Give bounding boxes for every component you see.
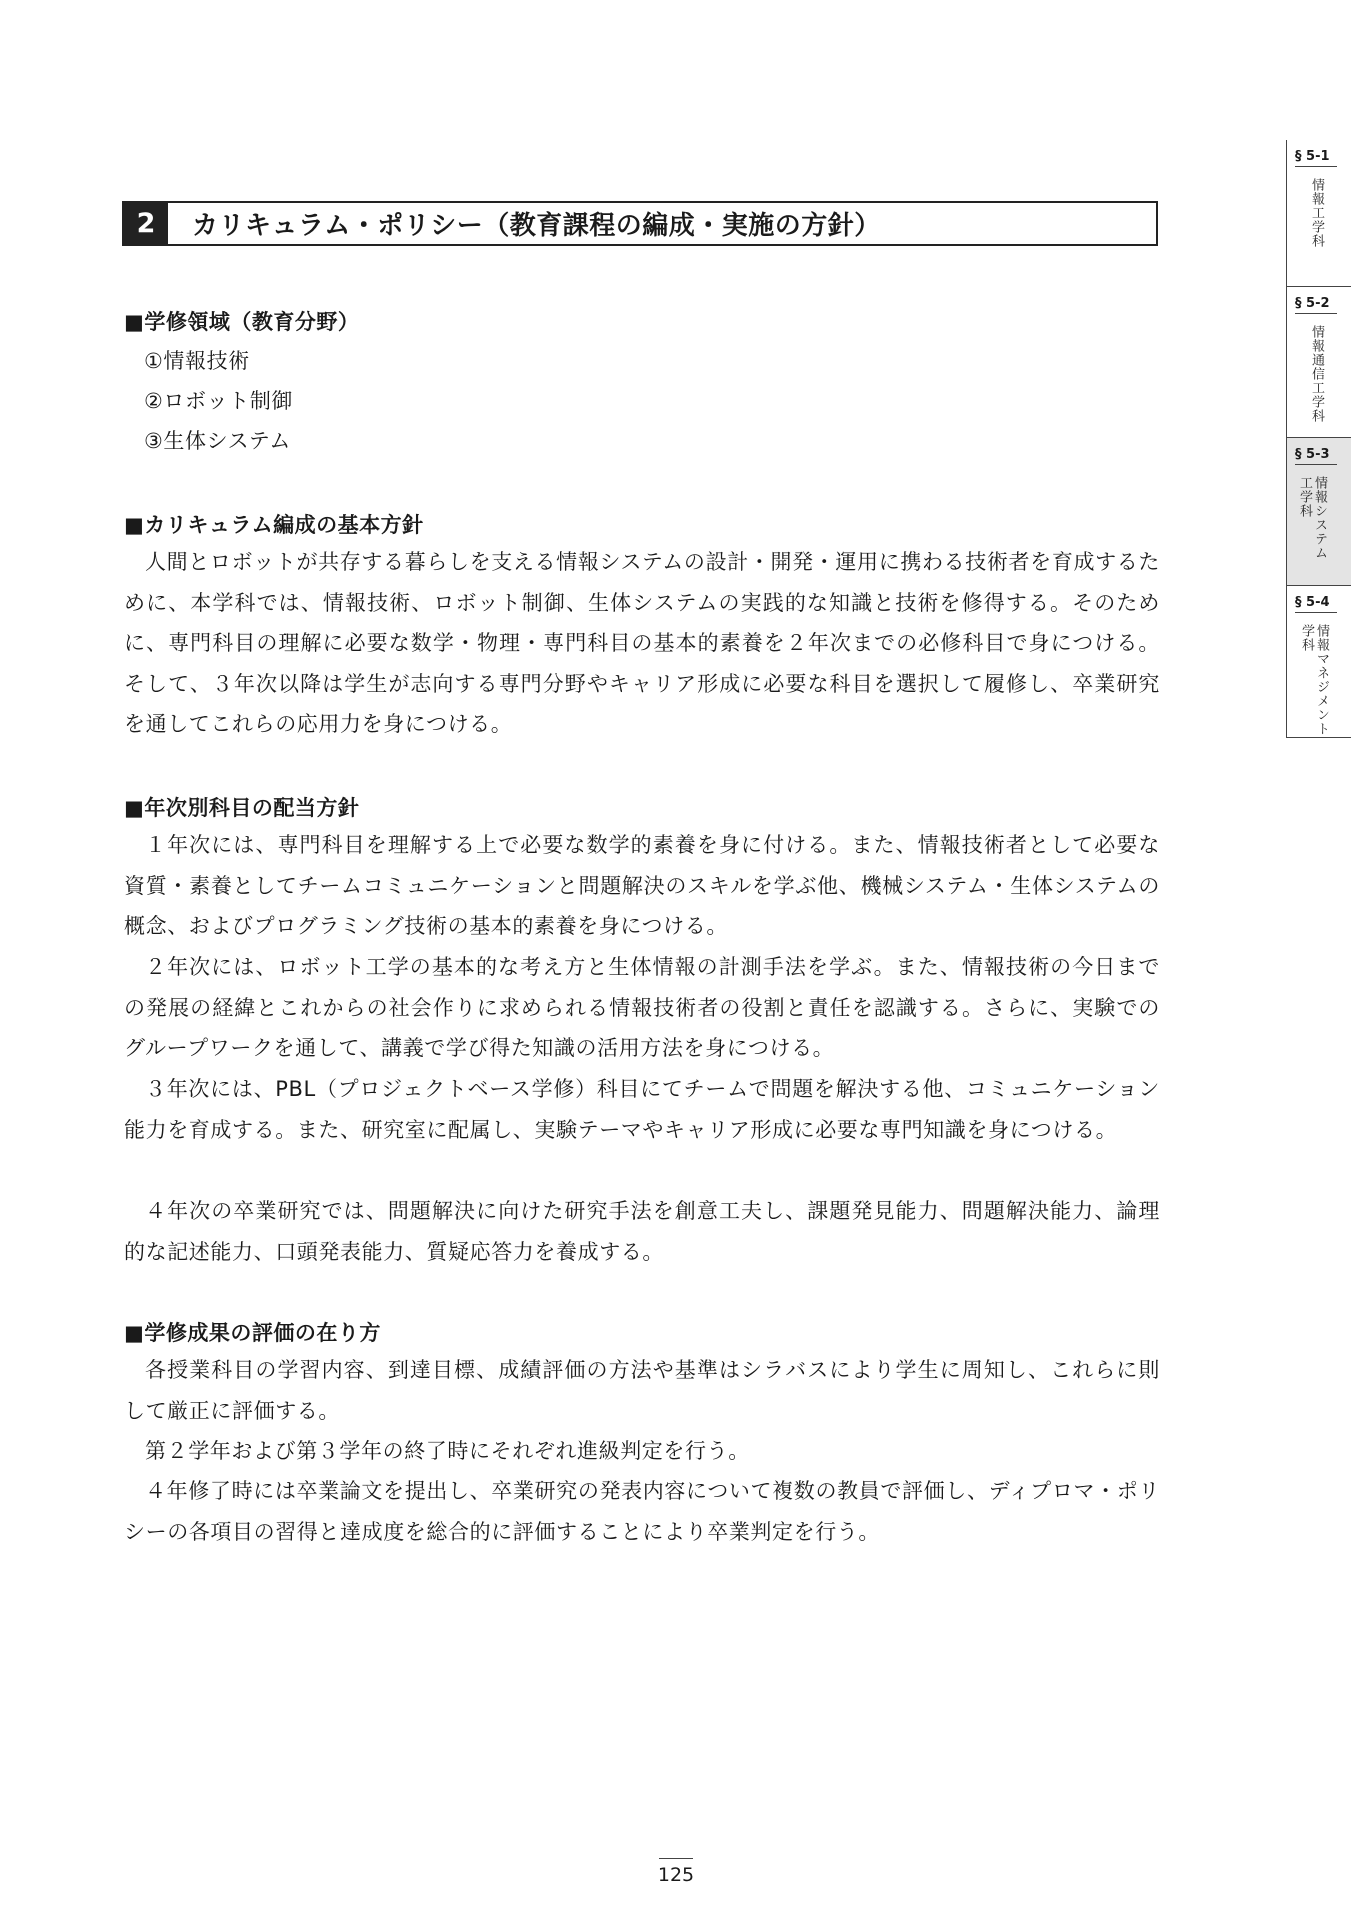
heading-title: カリキュラム・ポリシー（教育課程の編成・実施の方針） bbox=[192, 211, 881, 241]
heading-number: 2 bbox=[124, 203, 168, 244]
page-number: 125 bbox=[657, 1864, 695, 1886]
section-title-evaluation: ■学修成果の評価の在り方 bbox=[124, 1321, 381, 1345]
section-heading bbox=[122, 201, 1158, 246]
paragraph: １年次には、専門科目を理解する上で必要な数学的素養を身に付ける。また、情報技術者として必要な資質・素養としてチームコミュニケーションと問題解決のスキルを学ぶ他、機械システム・生体システムの概念、およびプログラミング技術の基本的素養を身につける。 bbox=[124, 833, 1160, 938]
side-tab-5-3[interactable] bbox=[1286, 438, 1351, 586]
list-item: ②ロボット制御 bbox=[144, 389, 294, 413]
section-title-learning-areas: ■学修領域（教育分野） bbox=[124, 310, 360, 334]
paragraph: 第２学年および第３学年の終了時にそれぞれ進級判定を行う。 bbox=[145, 1439, 750, 1463]
list-item: ①情報技術 bbox=[144, 349, 250, 373]
page-number-rule bbox=[659, 1858, 693, 1859]
side-tab-5-2[interactable] bbox=[1286, 287, 1351, 438]
side-tab-5-1[interactable] bbox=[1286, 140, 1351, 287]
side-tab-label: 情報工学科 bbox=[1309, 178, 1324, 248]
side-tab-number: § 5-3 bbox=[1295, 447, 1337, 465]
side-tab-label: 情報システム工学科 bbox=[1297, 476, 1327, 560]
side-tab-number: § 5-1 bbox=[1295, 149, 1337, 167]
side-tab-label: 情報通信工学科 bbox=[1309, 325, 1324, 423]
side-tab-label: 情報マネジメント学科 bbox=[1299, 624, 1329, 736]
paragraph: ４年次の卒業研究では、問題解決に向けた研究手法を創意工夫し、課題発見能力、問題解決能力、論理的な記述能力、口頭発表能力、質疑応答力を養成する。 bbox=[124, 1199, 1160, 1264]
side-tab-5-4[interactable] bbox=[1286, 586, 1351, 738]
paragraph: ３年次には、PBL（プロジェクトベース学修）科目にてチームで問題を解決する他、コミュニケーション能力を育成する。また、研究室に配属し、実験テーマやキャリア形成に必要な専門知識を身につける。 bbox=[124, 1077, 1160, 1142]
list-item: ③生体システム bbox=[144, 429, 291, 453]
paragraph: ２年次には、ロボット工学の基本的な考え方と生体情報の計測手法を学ぶ。また、情報技術の今日までの発展の経緯とこれからの社会作りに求められる情報技術者の役割と責任を認識する。さらに、実験でのグループワークを通して、講義で学び得た知識の活用方法を身につける。 bbox=[124, 955, 1160, 1060]
side-tab-number: § 5-2 bbox=[1295, 296, 1337, 314]
paragraph: 人間とロボットが共存する暮らしを支える情報システムの設計・開発・運用に携わる技術者を育成するために、本学科では、情報技術、ロボット制御、生体システムの実践的な知識と技術を修得する。そのために、専門科目の理解に必要な数学・物理・専門科目の基本的素養を２年次までの必修科目で身につける。そして、３年次以降は学生が志向する専門分野やキャリア形成に必要な科目を選択して履修し、卒業研究を通してこれらの応用力を身につける。 bbox=[124, 550, 1160, 736]
side-tab-number: § 5-4 bbox=[1295, 595, 1337, 613]
section-title-curriculum-policy: ■カリキュラム編成の基本方針 bbox=[124, 513, 424, 537]
paragraph: 各授業科目の学習内容、到達目標、成績評価の方法や基準はシラバスにより学生に周知し、これらに則して厳正に評価する。 bbox=[124, 1358, 1160, 1423]
section-title-yearly-allocation: ■年次別科目の配当方針 bbox=[124, 796, 360, 820]
paragraph: ４年修了時には卒業論文を提出し、卒業研究の発表内容について複数の教員で評価し、ディプロマ・ポリシーの各項目の習得と達成度を総合的に評価することにより卒業判定を行う。 bbox=[124, 1479, 1160, 1544]
